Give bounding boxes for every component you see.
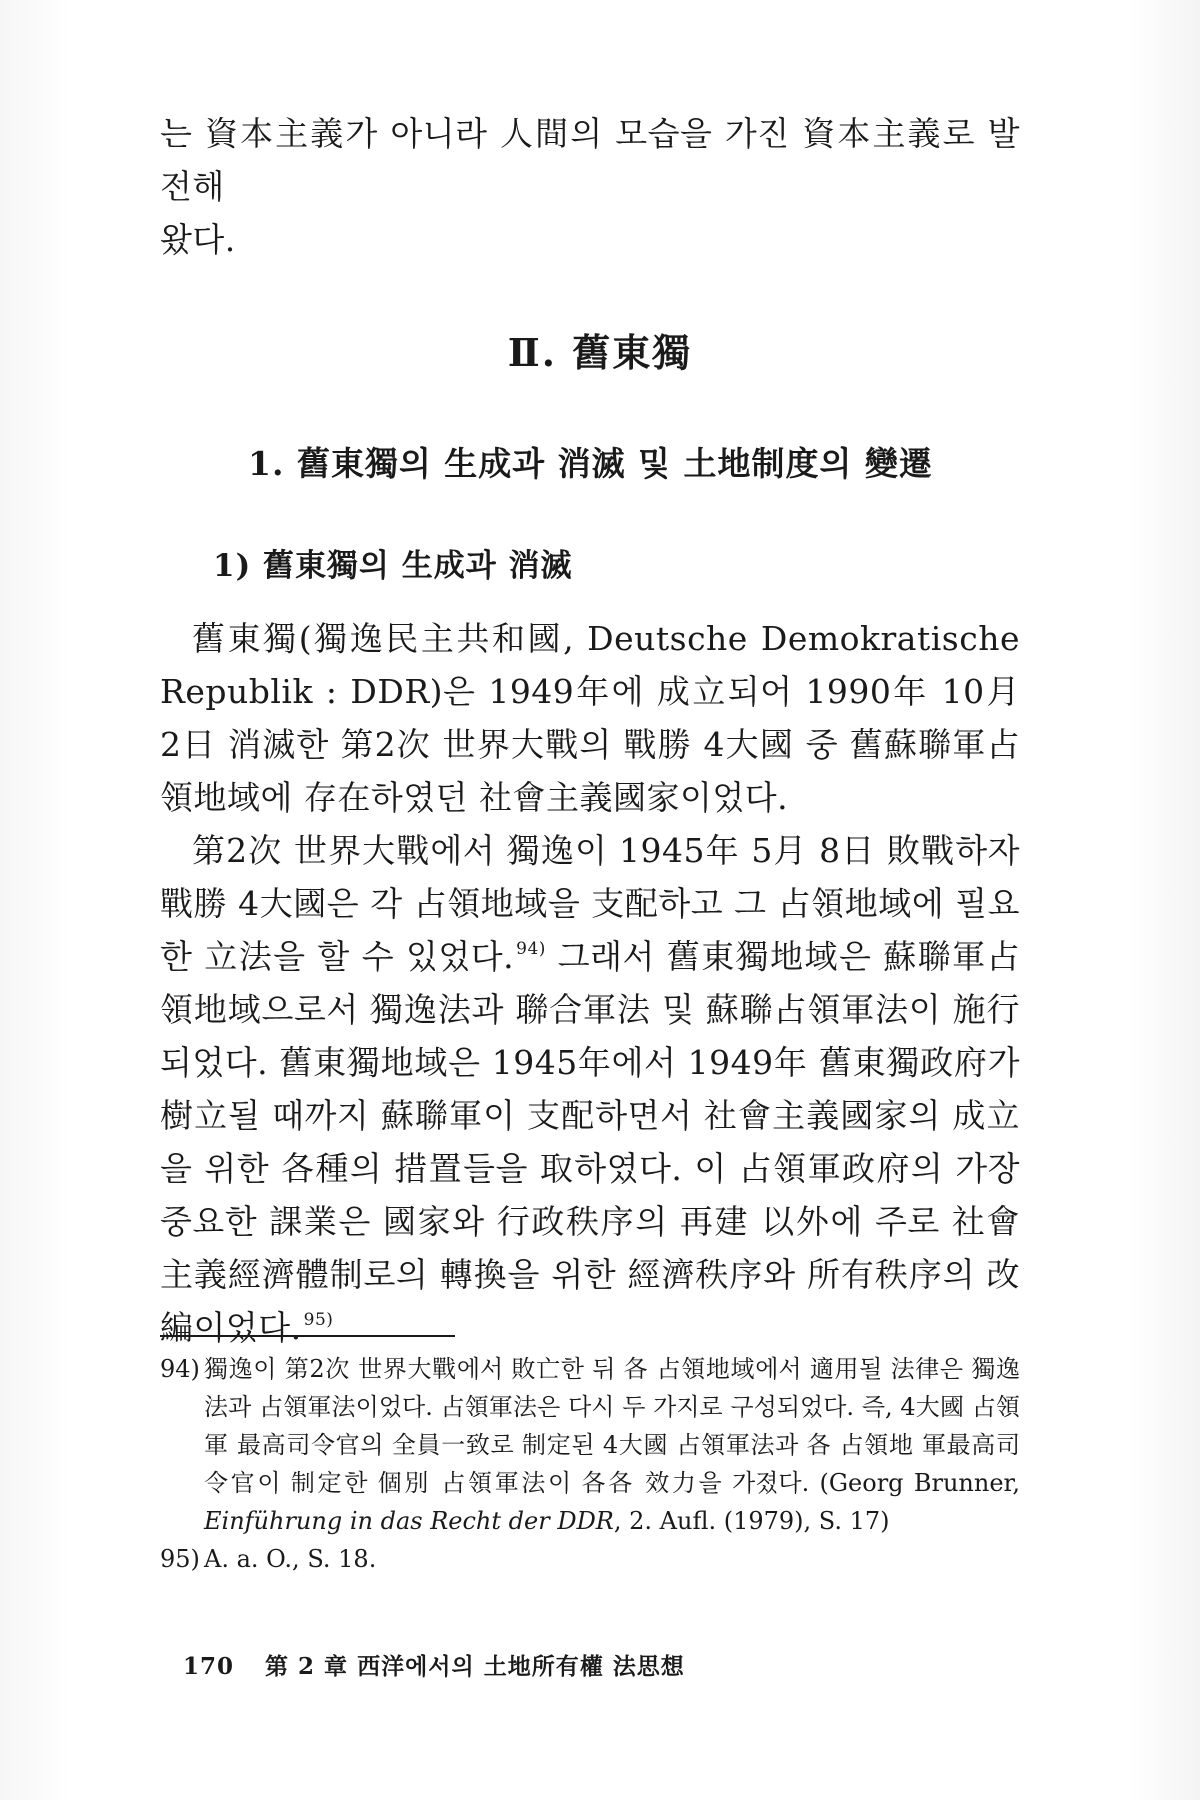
footnote-ref-94[interactable]: 94)	[516, 939, 546, 959]
footnote-number: 94)	[160, 1355, 200, 1383]
footnote-95-text: A. a. O., S. 18.	[204, 1545, 377, 1573]
subsection-heading: 1. 舊東獨의 生成과 消滅 및 土地制度의 變遷	[248, 444, 933, 483]
footnote-94-edition: , 2. Aufl. (1979), S. 17)	[613, 1507, 890, 1535]
paragraph-1: 舊東獨(獨逸民主共和國, Deutsche Demokratische Republik : DDR)은 1949年에 成立되어 1990年 10月 2日 消滅한 第2次 世界大戰의 戰勝 4大國 중 舊蘇聯軍占領地域에 存在하였던 社會主義國家이었다.	[160, 619, 1020, 817]
footnote-94-book-title: Einführung in das Recht der DDR	[204, 1507, 614, 1535]
footnote-text	[204, 1350, 1020, 1540]
subsubsection-heading: 1) 舊東獨의 生成과 消滅	[213, 548, 573, 584]
section-heading: Ⅱ. 舊東獨	[507, 330, 693, 375]
continued-paragraph-line-2: 왔다.	[160, 220, 236, 259]
body-text	[160, 612, 1020, 1354]
paragraph-2-part-a: 第2次 世界大戰에서 獨逸이 1945年 5月 8日 敗戰하자 戰勝 4大國은 각 占領地域을 支配하고 그 占領地域에 필요한 立法을 할 수 있었다.	[160, 831, 1020, 976]
chapter-title: 西洋에서의 土地所有權 法思想	[357, 1653, 685, 1680]
continued-paragraph-line-1: 는 資本主義가 아니라 人間의 모습을 가진 資本主義로 발전해	[160, 114, 1020, 206]
paragraph-2-part-b: 그래서 舊東獨地域은 蘇聯軍占領地域으로서 獨逸法과 聯合軍法 및 蘇聯占領軍法이 施行되었다. 舊東獨地域은 1945年에서 1949年 舊東獨政府가 樹立될 때까지 蘇聯軍이 支配하면서 社會主義國家의 成立을 위한 各種의 措置들을 取하였다. 이 占領軍政府의 가장 중요한 課業은 國家와 行政秩序의 再建 以外에 주로 社會主義經濟體制로의 轉換을 위한 經濟秩序와 所有秩序의 改編이었다.	[160, 937, 1020, 1347]
footnote-95	[160, 1540, 1020, 1578]
chapter-label: 第 2 章	[265, 1653, 349, 1680]
footnote-divider	[160, 1335, 455, 1337]
footnote-ref-95[interactable]: 95)	[303, 1310, 334, 1330]
paragraph-2	[160, 824, 1020, 1354]
footnote-number: 95)	[160, 1545, 200, 1573]
page-number: 170	[183, 1653, 235, 1680]
footnotes	[160, 1350, 1020, 1578]
footnote-94-text: 獨逸이 第2次 世界大戰에서 敗亡한 뒤 各 占領地域에서 適用될 法律은 獨逸法과 占領軍法이었다. 占領軍法은 다시 두 가지로 구성되었다. 즉, 4大國 占領軍 最高司令官의 全員一致로 制定된 4大國 占領軍法과 各 占領地 軍最高司令官이 制定한 個別 占領軍法이 各各 效力을 가졌다. (Georg Brunner,	[204, 1355, 1020, 1497]
running-footer	[183, 1648, 685, 1681]
continued-paragraph	[160, 107, 1020, 266]
footnote-94	[160, 1350, 1020, 1540]
